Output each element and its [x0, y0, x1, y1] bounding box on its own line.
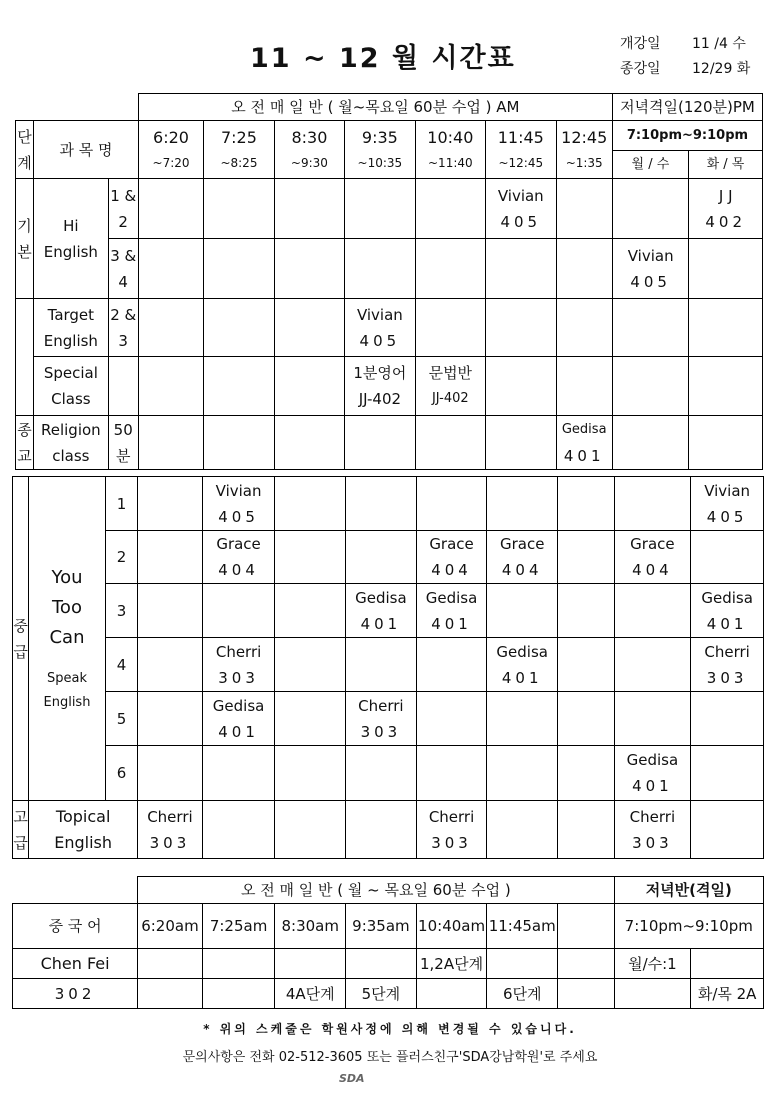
- cell-top-pm1: Cherri 303: [614, 801, 691, 859]
- contact-info: 문의사항은 전화 02-512-3605 또는 플러스친구'SDA강남학원'로 주세요: [182, 1050, 598, 1065]
- cell-hi1-1145: Vivian 405: [486, 179, 556, 239]
- close-date-label: 종강일: [620, 61, 661, 77]
- am-header: 오 전 매 일 반 ( 월~목요일 60분 수업 ) AM: [138, 94, 612, 121]
- time-1145: 11:45 ~12:45: [486, 121, 556, 179]
- cell-r6-pm1: Gedisa 401: [614, 746, 691, 801]
- cell-r2-pm1: Grace 404: [614, 531, 691, 584]
- grade-religion: 50 분: [108, 416, 138, 470]
- cell-r3-1040: Gedisa 401: [416, 584, 487, 638]
- cell-r4-725: Cherri 303: [202, 638, 275, 692]
- row-num-6: 6: [105, 746, 137, 801]
- cell-r1-725: Vivian 405: [202, 477, 275, 531]
- cell-sp-1040: 문법반 JJ-402: [415, 357, 485, 416]
- cell-top-1040: Cherri 303: [416, 801, 487, 859]
- subject-target-english: Target English: [34, 299, 108, 357]
- cell-rel-1245: Gedisa 401: [556, 416, 612, 470]
- cell-tgt-935: Vivian 405: [345, 299, 415, 357]
- subject-label: 과 목 명: [34, 121, 139, 179]
- chinese-level-1145: 6단계: [487, 979, 558, 1009]
- open-date-label: 개강일: [620, 36, 661, 52]
- subject-topical-english: Topical English: [29, 801, 138, 859]
- chinese-time-725: 7:25am: [202, 904, 275, 949]
- chinese-level-935: 5단계: [346, 979, 417, 1009]
- term-dates: [620, 32, 750, 82]
- subject-chinese: 중 국 어: [13, 904, 138, 949]
- level-intermediate: 중급: [13, 477, 29, 801]
- level-label: 단계: [16, 121, 34, 179]
- level-basic: 기본: [16, 179, 34, 299]
- grade-hi-1: 1 & 2: [108, 179, 138, 239]
- cell-r3-935: Gedisa 401: [346, 584, 417, 638]
- open-date-value: 11 /4 수: [692, 36, 746, 52]
- cell-r1-pm2: Vivian 405: [691, 477, 764, 531]
- row-num-1: 1: [105, 477, 137, 531]
- chinese-room: 302: [13, 979, 138, 1009]
- chinese-level-830: 4A단계: [275, 979, 346, 1009]
- cell-r2-725: Grace 404: [202, 531, 275, 584]
- cell-hi2-pm1: Vivian 405: [612, 239, 689, 299]
- chinese-am-header: 오 전 매 일 반 ( 월 ~ 목요일 60분 수업 ): [138, 877, 614, 904]
- pm-day-mw: 월 / 수: [613, 151, 689, 178]
- level-religion: 종교: [16, 416, 34, 470]
- chinese-teacher: Chen Fei: [13, 949, 138, 979]
- time-620: 6:20 ~7:20: [138, 121, 203, 179]
- chinese-pm-header: 저녁반(격일): [614, 877, 763, 904]
- grade-target: 2 & 3: [108, 299, 138, 357]
- row-num-2: 2: [105, 531, 137, 584]
- row-num-5: 5: [105, 692, 137, 746]
- row-num-3: 3: [105, 584, 137, 638]
- chinese-pm-tt: 화/목 2A: [691, 979, 764, 1009]
- schedule-notice: * 위의 스케줄은 학원사정에 의해 변경될 수 있습니다.: [203, 1022, 577, 1036]
- pm-header: 저녁격일(120분)PM: [612, 94, 762, 121]
- row-num-4: 4: [105, 638, 137, 692]
- cell-r4-pm2: Cherri 303: [691, 638, 764, 692]
- chinese-time-830: 8:30am: [275, 904, 346, 949]
- pm-day-tt: 화 / 목: [706, 156, 745, 172]
- chinese-pm-mw: 월/수:1: [614, 949, 691, 979]
- cell-r2-1145: Grace 404: [487, 531, 558, 584]
- page-title: 11 ~ 12 월 시간표: [250, 43, 516, 74]
- time-1040: 10:40 ~11:40: [415, 121, 485, 179]
- chinese-time-620: 6:20am: [138, 904, 203, 949]
- timetable-mid: [12, 476, 764, 859]
- close-date-value: 12/29 화: [692, 61, 751, 77]
- pm-time: 7:10pm~9:10pm 월 / 수 화 / 목: [612, 121, 762, 179]
- cell-r5-725: Gedisa 401: [202, 692, 275, 746]
- timetable-chinese: [12, 876, 764, 1009]
- chinese-time-1145: 11:45am: [487, 904, 558, 949]
- subject-religion: Religion class: [34, 416, 108, 470]
- time-725: 7:25 ~8:25: [204, 121, 274, 179]
- chinese-time-935: 9:35am: [346, 904, 417, 949]
- time-935: 9:35 ~10:35: [345, 121, 415, 179]
- cell-r5-935: Cherri 303: [346, 692, 417, 746]
- chinese-level-1040: 1,2A단계: [416, 949, 487, 979]
- cell-r2-1040: Grace 404: [416, 531, 487, 584]
- cell-top-620: Cherri 303: [138, 801, 203, 859]
- subject-hi-english: Hi English: [34, 179, 108, 299]
- subject-you-too-can: You Too Can Speak English: [29, 477, 106, 801]
- cell-r3-pm2: Gedisa 401: [691, 584, 764, 638]
- time-830: 8:30 ~9:30: [274, 121, 344, 179]
- cell-hi1-pm2: J J 402: [689, 179, 763, 239]
- cell-sp-935: 1분영어 JJ-402: [345, 357, 415, 416]
- chinese-time-1040: 10:40am: [416, 904, 487, 949]
- subject-special-class: Special Class: [34, 357, 108, 416]
- sda-logo: SDA: [339, 1072, 365, 1085]
- chinese-pm-time: 7:10pm~9:10pm: [614, 904, 763, 949]
- time-1245: 12:45 ~1:35: [556, 121, 612, 179]
- timetable-top: [15, 93, 763, 470]
- cell-r4-1145: Gedisa 401: [487, 638, 558, 692]
- grade-hi-2: 3 & 4: [108, 239, 138, 299]
- level-advanced: 고급: [13, 801, 29, 859]
